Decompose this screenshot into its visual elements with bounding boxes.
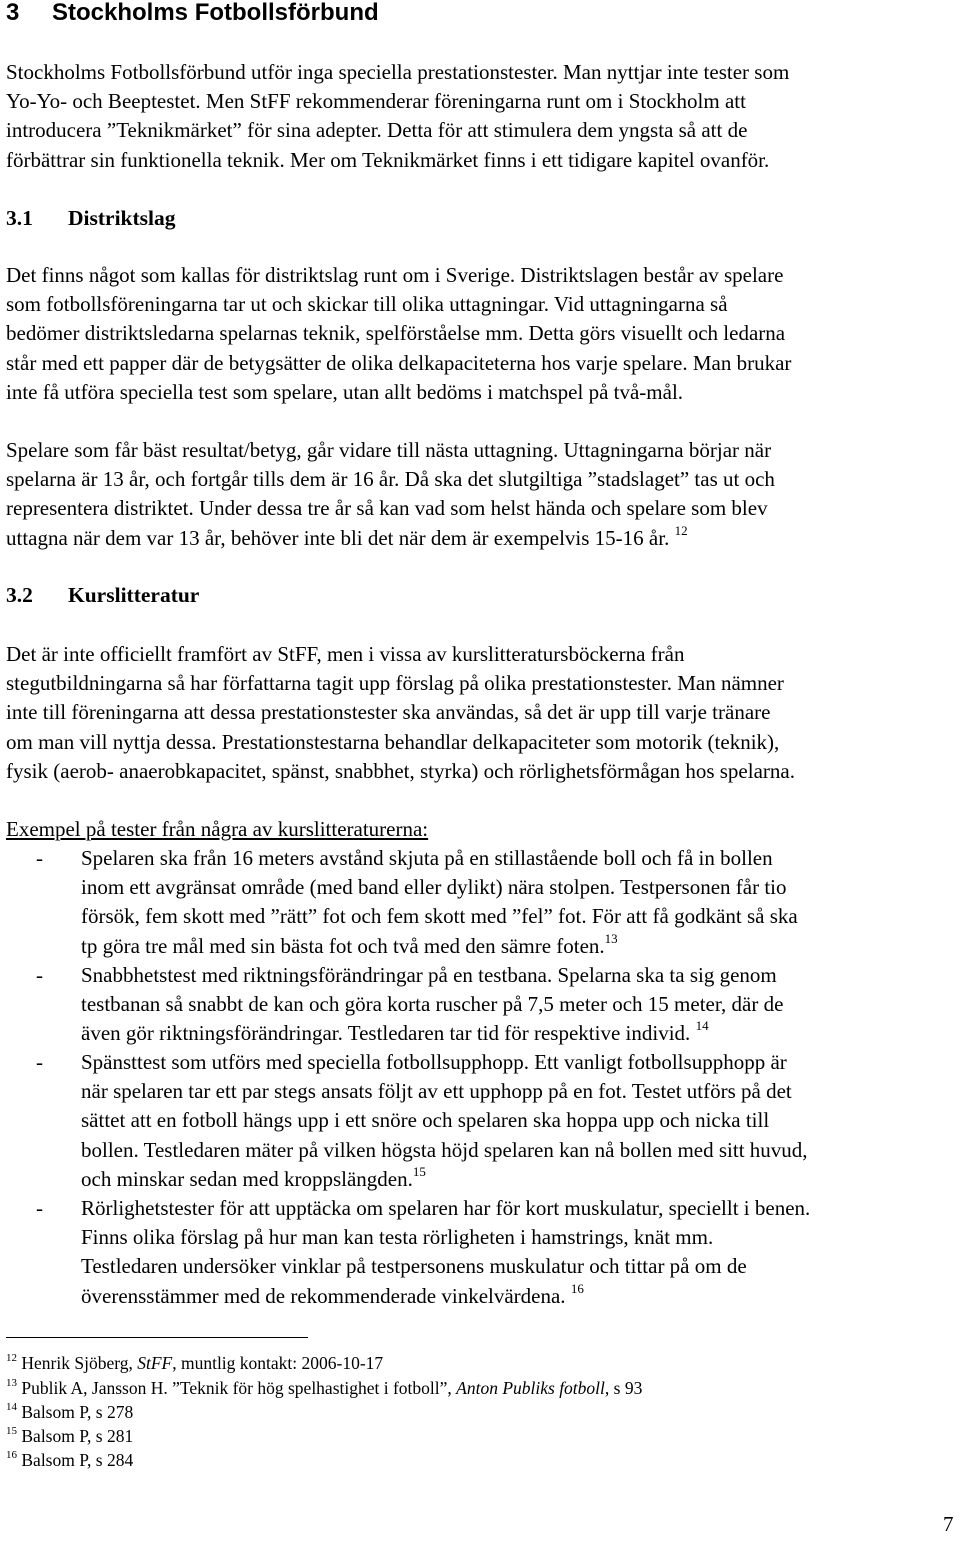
footnote-text: Publik A, Jansson H. ”Teknik för hög spelhastighet i fotboll”, (21, 1378, 457, 1398)
text-line: Stockholms Fotbollsförbund utför inga speciella prestationstester. Man nyttjar inte tester som (6, 60, 790, 84)
text-line: introducera ”Teknikmärket” för sina adepter. Detta för att stimulera dem yngsta så att de (6, 118, 748, 143)
footnote-number: 16 (6, 1449, 17, 1462)
text-line: Rörlighetstester för att upptäcka om spelaren har för kort muskulatur, speciellt i benen. (81, 1196, 811, 1220)
text-line: stegutbildningarna så har författarna tagit upp förslag på olika prestationstester. Man nämner (6, 671, 784, 696)
footnote-ref: 12 (674, 522, 688, 538)
text-line: spelarna är 13 år, och fortgår tills dem är 16 år. Då ska det slutgiltiga ”stadslaget” tas ut och (6, 467, 775, 492)
subsection-title: Kurslitteratur (68, 583, 200, 607)
distriktslag-paragraph-2 (6, 436, 956, 553)
text-line: som fotbollsföreningarna tar ut och skickar till olika uttagningar. Vid uttagningarna så (6, 292, 728, 317)
text-line: sättet att en fotboll hängs upp i ett snöre och spelaren ska hoppa upp och nicka till (81, 1108, 770, 1133)
text-line: Snabbhetstest med riktningsförändringar på en testbana. Spelarna ska ta sig genom (81, 963, 777, 987)
footnote-text: Henrik Sjöberg, (21, 1353, 138, 1373)
examples-heading: Exempel på tester från några av kurslitteraturerna: (6, 817, 429, 841)
page-number: 7 (943, 1512, 954, 1536)
footnote-text: , muntlig kontakt: 2006-10-17 (172, 1353, 384, 1373)
subsection-number: 3.1 (6, 206, 33, 230)
text-line: Yo-Yo- och Beeptestet. Men StFF rekommenderar föreningarna runt om i Stockholm att (6, 89, 746, 114)
footnote-ref: 14 (695, 1018, 709, 1034)
list-bullet: - (36, 963, 43, 987)
list-item-text (81, 1194, 960, 1311)
list-item-text (81, 961, 960, 1049)
footnote-ref: 16 (570, 1280, 584, 1296)
section-number: 3 (6, 0, 20, 26)
text-line: när spelaren tar ett par stegs ansats följt av ett upphopp på en fot. Testet utförs på det (81, 1079, 792, 1104)
text-line: Det är inte officiellt framfört av StFF, men i vissa av kurslitteratursböckerna från (6, 642, 685, 666)
text-line: fysik (aerob- anaerobkapacitet, spänst, snabbhet, styrka) och rörlighetsförmågan hos spelarna. (6, 758, 795, 783)
text-line: Det finns något som kallas för distriktslag runt om i Sverige. Distriktslagen består av spelare (6, 263, 784, 287)
text-line: bollen. Testledaren mäter på vilken högsta höjd spelaren kan nå bollen med sitt huvud, (81, 1137, 808, 1162)
footnote-separator (6, 1337, 308, 1338)
list-item-text (81, 844, 960, 961)
footnote-italic: Anton Publiks fotboll (456, 1378, 605, 1398)
text-line: Finns olika förslag på hur man kan testa rörligheten i hamstrings, knät mm. (81, 1225, 714, 1250)
text-fragment: tp göra tre mål med sin bästa fot och två med den sämre foten. (81, 933, 605, 958)
text-line: inte få utföra speciella test som spelare, utan allt bedöms i matchspel på två-mål. (6, 379, 684, 404)
list-bullet: - (36, 1196, 43, 1220)
section-title: Stockholms Fotbollsförbund (52, 0, 379, 26)
text-line: inom ett avgränsat område (med band eller dylikt) nära stolpen. Testpersonen får tio (81, 875, 787, 900)
subsection-heading-distriktslag (6, 205, 176, 231)
footnote-number: 12 (6, 1352, 17, 1365)
footnote-italic: StFF (137, 1353, 173, 1373)
footnote (6, 1351, 383, 1375)
text-line: inte till föreningarna att dessa prestationstester ska användas, så det är upp till varje tränare (6, 700, 771, 725)
footnote-text: , s 93 (604, 1378, 643, 1398)
text-line: testbanan så snabbt de kan och göra korta ruscher på 7,5 meter och 15 meter, där de (81, 992, 784, 1017)
footnote-number: 14 (6, 1401, 17, 1414)
distriktslag-paragraph-1 (6, 261, 956, 407)
text-line: Spänsttest som utförs med speciella fotbollsupphopp. Ett vanligt fotbollsupphopp är (81, 1050, 787, 1074)
footnote-ref: 13 (604, 930, 618, 946)
text-line: förbättrar sin funktionella teknik. Mer om Teknikmärket finns i ett tidigare kapitel ovanför. (6, 147, 770, 172)
text-fragment: uttagna när dem var 13 år, behöver inte bli det när dem är exempelvis 15-16 år. (6, 525, 670, 550)
footnote-text: Balsom P, s 281 (21, 1426, 134, 1446)
footnote-number: 13 (6, 1377, 17, 1390)
text-line (6, 524, 956, 553)
text-line: om man vill nyttja dessa. Prestationstestarna behandlar delkapaciteter som motorik (teknik), (6, 729, 780, 754)
text-line (81, 932, 960, 961)
kurslitteratur-paragraph (6, 640, 956, 786)
text-fragment: och minskar sedan med kroppslängden. (81, 1166, 413, 1191)
examples-heading-block (6, 815, 956, 844)
text-fragment: överensstämmer med de rekommenderade vinkelvärdena. (81, 1283, 566, 1308)
text-line: representera distriktet. Under dessa tre år så kan vad som helst hända och spelare som blev (6, 496, 768, 521)
footnote-number: 15 (6, 1425, 17, 1438)
footnote (6, 1400, 133, 1424)
footnote-text: Balsom P, s 284 (21, 1450, 134, 1470)
subsection-number: 3.2 (6, 583, 33, 607)
footnote-ref: 15 (412, 1163, 426, 1179)
footnote (6, 1376, 642, 1400)
text-line: bedömer distriktsledarna spelarnas teknik, spelförståelse mm. Detta görs visuellt och ledarna (6, 321, 786, 346)
text-line: försök, fem skott med ”rätt” fot och fem skott med ”fel” fot. För att få godkänt så ska (81, 904, 798, 929)
list-item-text (81, 1048, 960, 1194)
footnote (6, 1424, 133, 1448)
text-fragment: även gör riktningsförändringar. Testledaren tar tid för respektive individ. (81, 1021, 691, 1046)
text-line: Testledaren undersöker vinklar på testpersonens muskulatur och tittar på om de (81, 1254, 747, 1279)
text-line: står med ett papper där de betygsätter de olika delkapaciteterna hos varje spelare. Man brukar (6, 350, 792, 375)
list-bullet: - (36, 846, 43, 870)
section-heading (6, 0, 379, 26)
subsection-heading-kurslitteratur (6, 582, 199, 608)
footnote (6, 1448, 133, 1472)
subsection-title: Distriktslag (68, 206, 176, 230)
text-line: Spelaren ska från 16 meters avstånd skjuta på en stillastående boll och få in bollen (81, 846, 773, 870)
list-bullet: - (36, 1050, 43, 1074)
footnote-text: Balsom P, s 278 (21, 1402, 134, 1422)
text-line: Spelare som får bäst resultat/betyg, går vidare till nästa uttagning. Uttagningarna börjar när (6, 438, 772, 462)
intro-paragraph (6, 58, 956, 175)
